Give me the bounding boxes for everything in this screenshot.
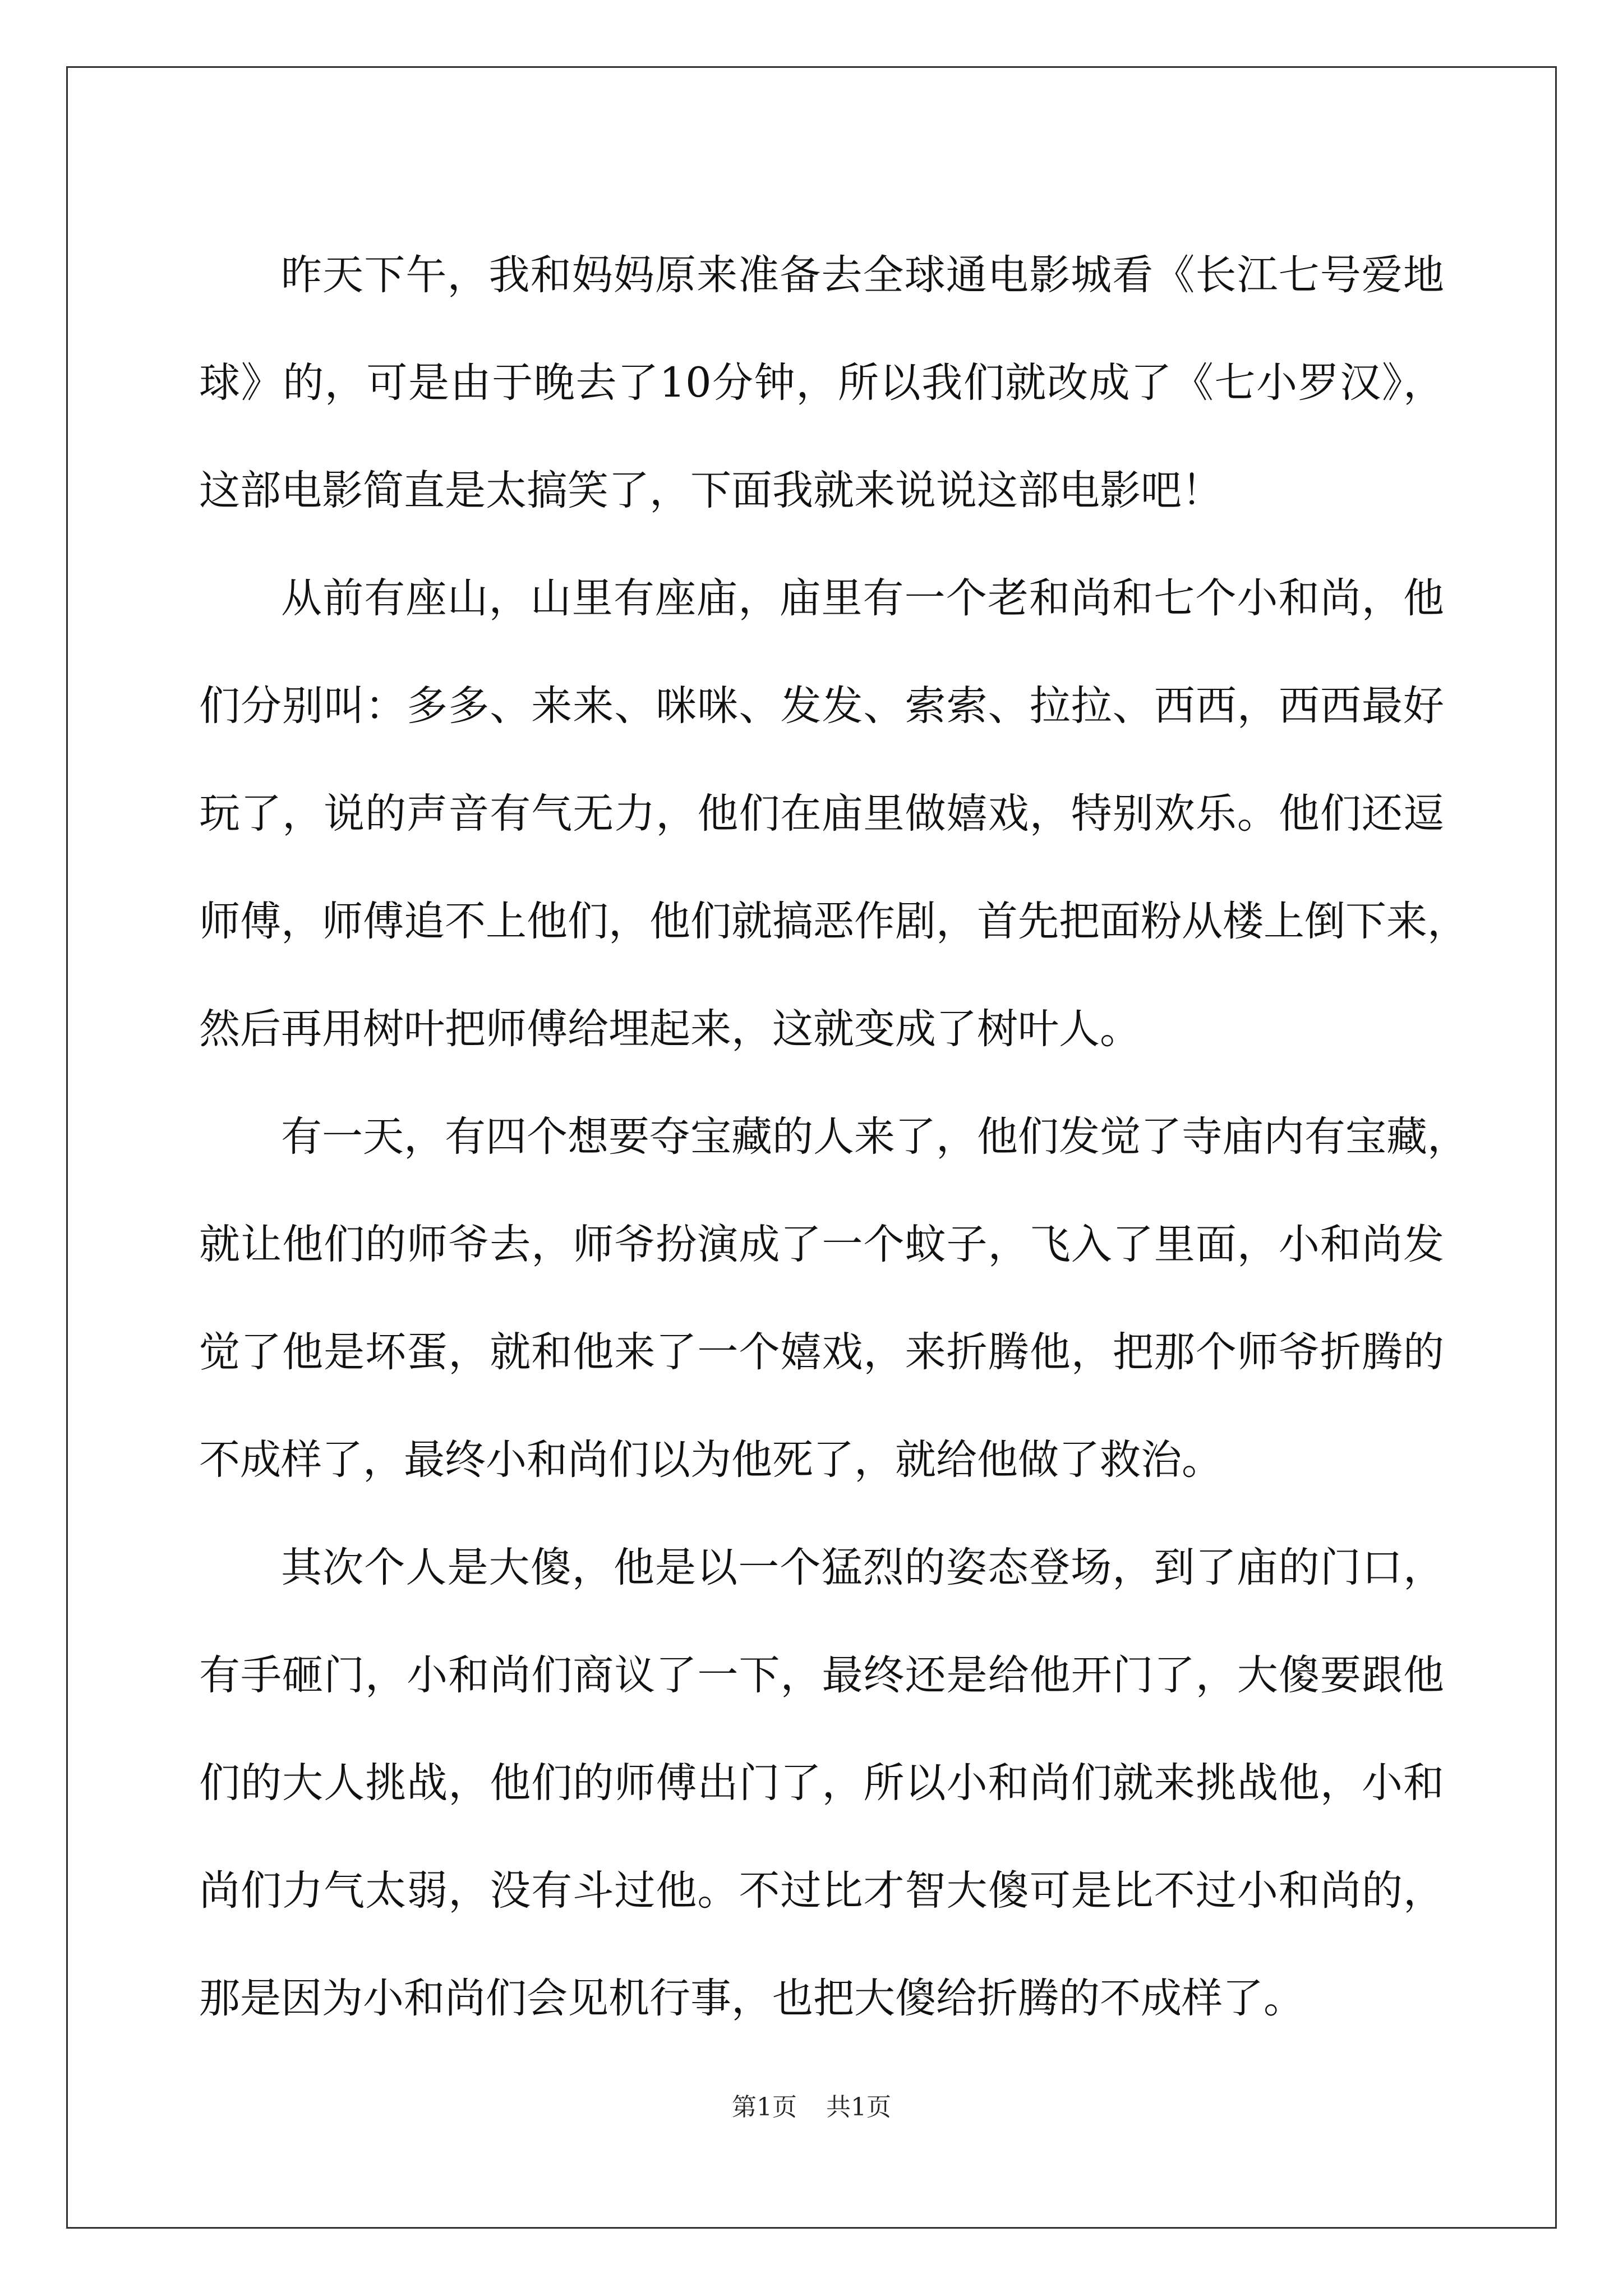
paragraph-4-line-5: 那是因为小和尚们会见机行事，也把大傻给折腾的不成样了。 [199, 1975, 1304, 2022]
paragraph-3-line-4: 不成样了，最终小和尚们以为他死了，就给他做了救治。 [199, 1436, 1223, 1484]
paragraph-2-line-1: 从前有座山，山里有座庙，庙里有一个老和尚和七个小和尚，他 [281, 574, 1444, 622]
paragraph-4-line-2: 有手砸门，小和尚们商议了一下，最终还是给他开门了，大傻要跟他 [199, 1651, 1444, 1699]
page-footer [0, 2091, 1623, 2124]
paragraph-3-line-1: 有一天，有四个想要夺宝藏的人来了，他们发觉了寺庙内有宝藏， [281, 1113, 1468, 1161]
paragraph-1-line-1: 昨天下午，我和妈妈原来准备去全球通电影城看《长江七号爱地 [281, 251, 1444, 299]
paragraph-2-line-3: 玩了，说的声音有气无力，他们在庙里做嬉戏，特别欢乐。他们还逗 [199, 790, 1444, 838]
paragraph-2-line-4: 师傅，师傅追不上他们，他们就搞恶作剧，首先把面粉从楼上倒下来， [199, 898, 1468, 945]
paragraph-3-line-2: 就让他们的师爷去，师爷扮演成了一个蚊子，飞入了里面，小和尚发 [199, 1221, 1444, 1268]
paragraph-1-line-3: 这部电影简直是太搞笑了，下面我就来说说这部电影吧！ [199, 467, 1223, 514]
page-number-current: 第1页 [732, 2093, 797, 2122]
paragraph-2-line-5: 然后再用树叶把师傅给埋起来，这就变成了树叶人。 [199, 1005, 1141, 1053]
paragraph-4-line-1: 其次个人是大傻，他是以一个猛烈的姿态登场，到了庙的门口， [281, 1544, 1444, 1591]
paragraph-1-line-2: 球》的，可是由于晚去了10分钟，所以我们就改成了《七小罗汉》， [199, 359, 1444, 407]
page-number-total: 共1页 [826, 2093, 891, 2122]
paragraph-2-line-2: 们分别叫：多多、来来、咪咪、发发、索索、拉拉、西西，西西最好 [199, 682, 1444, 730]
document-body [199, 222, 1468, 2053]
paragraph-4-line-3: 们的大人挑战，他们的师傅出门了，所以小和尚们就来挑战他，小和 [199, 1759, 1444, 1807]
paragraph-3-line-3: 觉了他是坏蛋，就和他来了一个嬉戏，来折腾他，把那个师爷折腾的 [199, 1328, 1444, 1376]
paragraph-4-line-4: 尚们力气太弱，没有斗过他。不过比才智大傻可是比不过小和尚的， [199, 1867, 1444, 1915]
